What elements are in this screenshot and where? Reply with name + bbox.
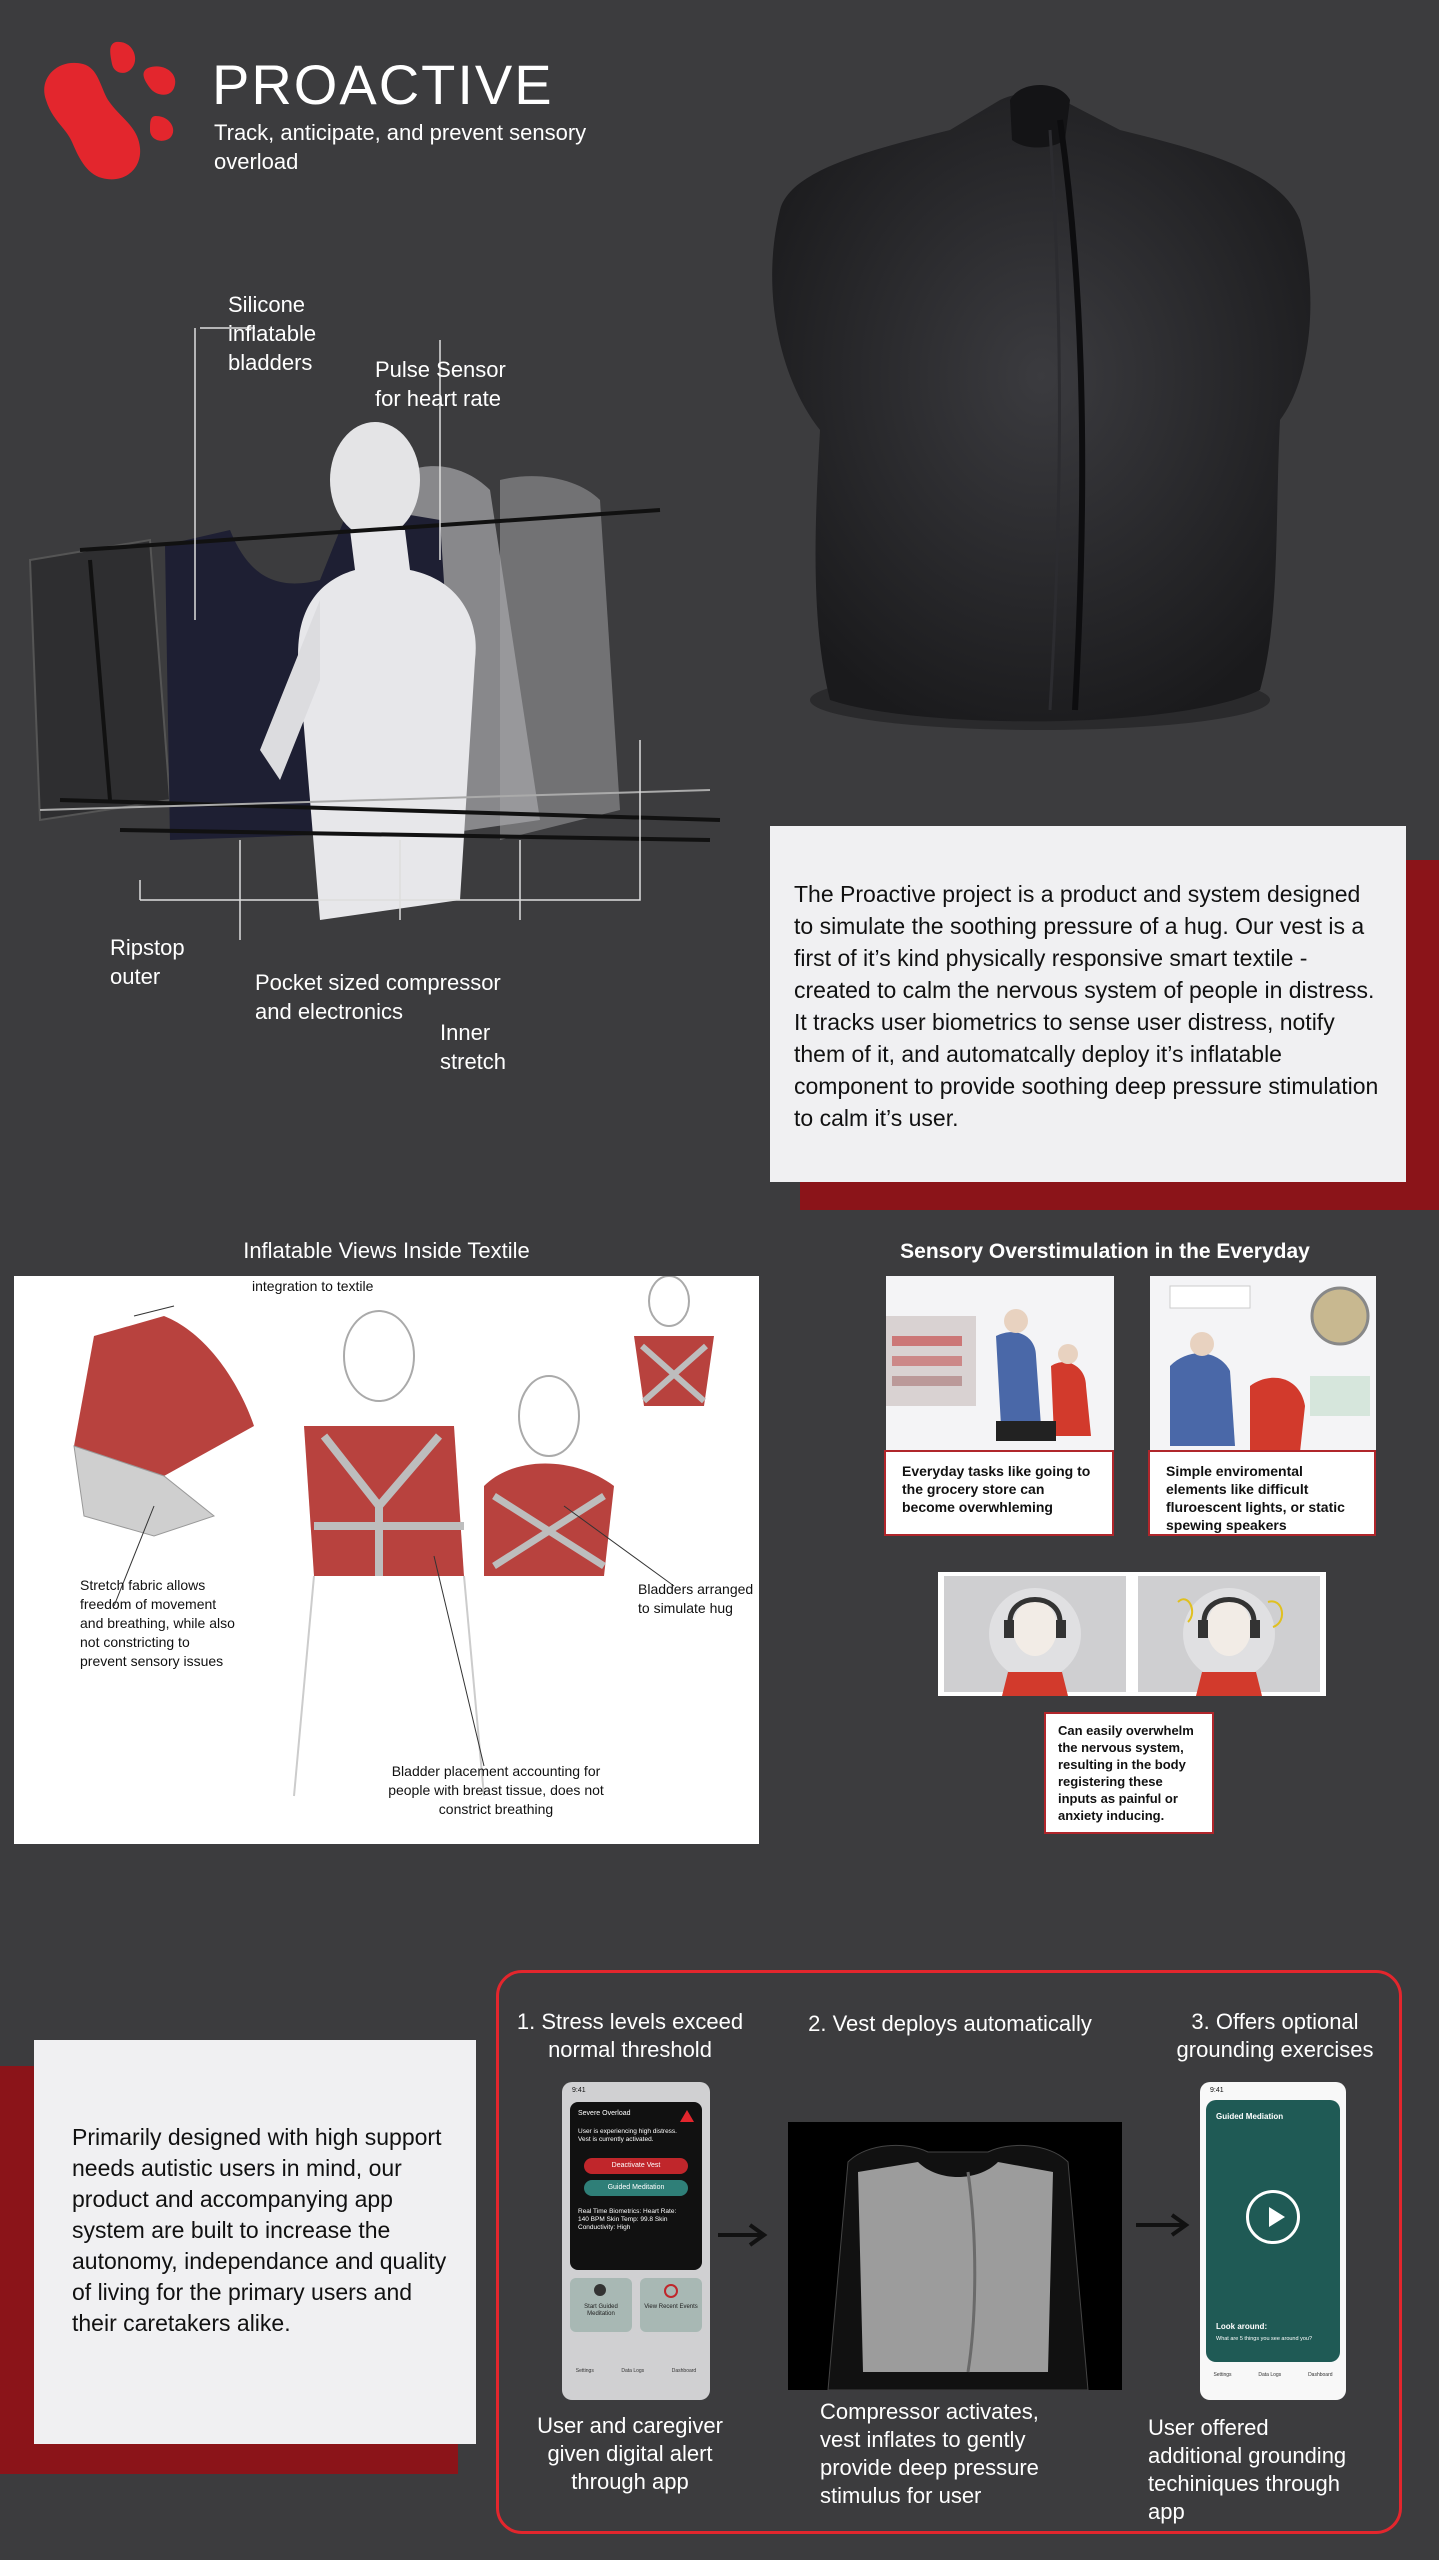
step3-caption: User offered additional grounding techiniques through app <box>1148 2415 1347 2524</box>
step2-title: 2. Vest deploys automatically <box>808 2011 1092 2036</box>
note-integration: integration to textile <box>252 1278 374 1294</box>
vest-photo <box>720 60 1320 780</box>
phone1-nav <box>562 2368 710 2392</box>
bottom-card <box>34 2040 476 2444</box>
phone-grounding-screen <box>1200 2082 1346 2400</box>
proactive-logo-icon <box>28 38 183 188</box>
alert-panel <box>570 2102 702 2270</box>
note-bladders-hug: Bladders arranged to simulate hug <box>638 1581 754 1616</box>
step1-title: 1. Stress levels exceed normal threshold <box>516 2009 744 2062</box>
grocery-illustration <box>886 1276 1114 1452</box>
arrow-right-icon <box>714 2220 770 2250</box>
nav-data-logs[interactable]: Data Logs <box>1258 2372 1282 2378</box>
nav-data-logs[interactable]: Data Logs <box>621 2368 645 2374</box>
lights-illustration <box>1150 1276 1376 1452</box>
brand-title: PROACTIVE <box>212 53 554 116</box>
biometrics-readout: Real Time Biometrics: Heart Rate: 140 BPM Skin Temp: 99.8 Skin Conductivity: High <box>578 2208 677 2231</box>
meditation-panel <box>1206 2100 1340 2362</box>
note-stretch-fabric: Stretch fabric allows freedom of movement and breathing, while also not constricting to prevent sensory issues <box>80 1577 235 1669</box>
phone3-time: 9:41 <box>1210 2087 1224 2094</box>
arrow-right-icon <box>1132 2210 1192 2240</box>
tile1-label: Start Guided Meditation <box>584 2304 618 2317</box>
nav-settings[interactable]: Settings <box>1213 2372 1232 2378</box>
alert-title: Severe Overload <box>578 2110 631 2117</box>
look-around-label: Look around: <box>1216 2322 1268 2331</box>
overwhelm-illustration <box>938 1572 1326 1696</box>
alert-message: User is experiencing high distress. Vest is currently activated. <box>578 2128 677 2143</box>
warning-icon <box>680 2110 694 2122</box>
step2-caption: Compressor activates, vest inflates to gently provide deep pressure stimulus for user <box>820 2399 1039 2508</box>
caption-overwhelm: Can easily overwhelm the nervous system, resulting in the body registering these inputs as painful or anxiety inducing. <box>1044 1712 1214 1834</box>
look-around-prompt: What are 5 things you see around you? <box>1216 2336 1313 2342</box>
nav-dashboard[interactable]: Dashboard <box>671 2368 697 2374</box>
step3-title: 3. Offers optional grounding exercises <box>1176 2009 1374 2062</box>
nav-dashboard[interactable]: Dashboard <box>1308 2372 1333 2378</box>
sensory-title: Sensory Overstimulation in the Everyday <box>900 1240 1310 1263</box>
meditation-title: Guided Mediation <box>1216 2112 1284 2121</box>
step1-caption: User and caregiver given digital alert through app <box>537 2413 723 2494</box>
caption-lights: Simple enviromental elements like difficult fluroescent lights, or static spewing speakers <box>1148 1450 1376 1536</box>
brand-tagline: Track, anticipate, and prevent sensory overload <box>214 120 587 174</box>
guided-meditation-button[interactable]: Guided Meditation <box>584 2180 688 2196</box>
nav-settings[interactable]: Settings <box>575 2368 594 2374</box>
callout-ripstop: Ripstop outer <box>110 935 185 989</box>
phone1-time: 9:41 <box>572 2087 586 2094</box>
caption-grocery: Everyday tasks like going to the grocery store can become overwhleming <box>884 1450 1114 1536</box>
deactivate-vest-button[interactable]: Deactivate Vest <box>584 2158 688 2174</box>
meditation-icon <box>594 2284 606 2296</box>
vest-deploy-image <box>788 2122 1122 2390</box>
inflatable-sketch <box>14 1276 759 1844</box>
bottom-text: Primarily designed with high support needs autistic users in mind, our product and accompanying app system are built to increase the autonomy, independance and quality of living for the primary users and their caretakers alike. <box>72 2124 447 2336</box>
phone-alert-screen <box>562 2082 710 2400</box>
tile-recent-events[interactable] <box>640 2278 702 2332</box>
tile-start-meditation[interactable] <box>570 2278 632 2332</box>
callout-bladders: Silicone inflatable bladders <box>228 292 317 375</box>
events-icon <box>664 2284 678 2298</box>
callout-compressor: Pocket sized compressor and electronics <box>255 970 501 1024</box>
intro-text: The Proactive project is a product and system designed to simulate the soothing pressure of a hug. Our vest is a first of it’s kind physically responsive smart textile - created to calm the nervous system of people in distress. It tracks user biometrics to sense user distress, notify them of it, and automatcally deploy it’s inflatable component to provide soothing deep pressure stimulation to calm it’s user. <box>794 881 1379 1131</box>
tile2-label: View Recent Events <box>644 2304 698 2310</box>
inflatable-panel <box>14 1276 759 1844</box>
phone3-nav <box>1200 2372 1346 2396</box>
play-button[interactable] <box>1246 2190 1300 2244</box>
play-icon <box>1269 2207 1285 2227</box>
intro-card <box>770 826 1406 1182</box>
callout-pulse-sensor: Pulse Sensor for heart rate <box>375 357 506 411</box>
inflatable-title: Inflatable Views Inside Textile <box>243 1238 530 1263</box>
callout-inner-stretch: Inner stretch <box>440 1020 507 1074</box>
note-bladder-placement: Bladder placement accounting for people with breast tissue, does not constrict breathing <box>388 1763 604 1817</box>
